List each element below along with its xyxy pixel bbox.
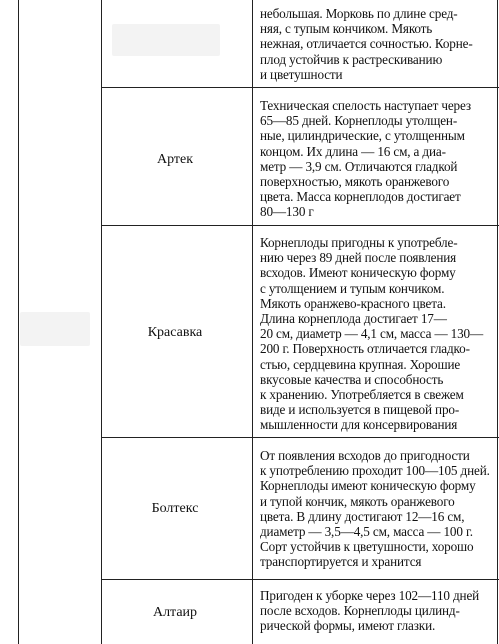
variety-description: Пригоден к уборке через 102—110 дней после всходов. Корнеплоды цилинд- рической формы, имеют глазки. [260, 588, 480, 634]
row-separator [101, 579, 499, 580]
variety-description: Корнеплоды пригодны к употребле- нию через 89 дней после появления всходов. Имеют коническую форму с утолщением и тупым кончиком. Мякоть оранжево-красного цвета. Длина корнеплода достигает 17— 20 см, диаметр — 4,1 см, масса — 130— 200 г. Поверхность отличается гладко- стью, сердцевина крупная. Хорошие вкусовые качества и способность к хранению. Употребляется в свежем виде и используется в пищевой про- мышленности для консервирования [260, 235, 483, 433]
row-separator [101, 437, 499, 438]
variety-name: Болтекс [151, 501, 199, 516]
watermark-mark [112, 24, 220, 56]
variety-name: Алтаир [152, 605, 198, 620]
table-border-left [18, 0, 19, 644]
table-divider-group [101, 0, 102, 644]
row-separator [101, 87, 499, 88]
variety-description: Техническая спелость наступает через 65—85 дней. Корнеплоды утолщен- ные, цилиндрические, с утолщенным концом. Их длина — 16 см, а диа- метр — 3,9 см. Отличаются гладкой поверхностью, мякоть оранжевого цвета. Масса корнеплодов достигает 80—130 г [260, 98, 471, 220]
table-divider-name [252, 0, 253, 644]
variety-name: Красавка [147, 325, 203, 340]
watermark-mark [20, 312, 90, 346]
variety-description: От появления всходов до пригодности к употреблению проходит 100—105 дней. Корнеплоды имеют коническую форму и тупой кончик, мякоть оранжевого цвета. В длину достигают 12—16 см, диаметр — 3,5—4,5 см, масса — 100 г. Сорт устойчив к цветушности, хорошо транспортируется и хранится [260, 448, 490, 570]
variety-name: Артек [156, 152, 194, 167]
variety-description: небольшая. Морковь по длине сред- няя, с тупым кончиком. Мякоть нежная, отличается сочностью. Корне- плод устойчив к растрескиванию и цветушности [260, 6, 473, 82]
row-separator [101, 225, 499, 226]
table-border-right [497, 0, 498, 644]
